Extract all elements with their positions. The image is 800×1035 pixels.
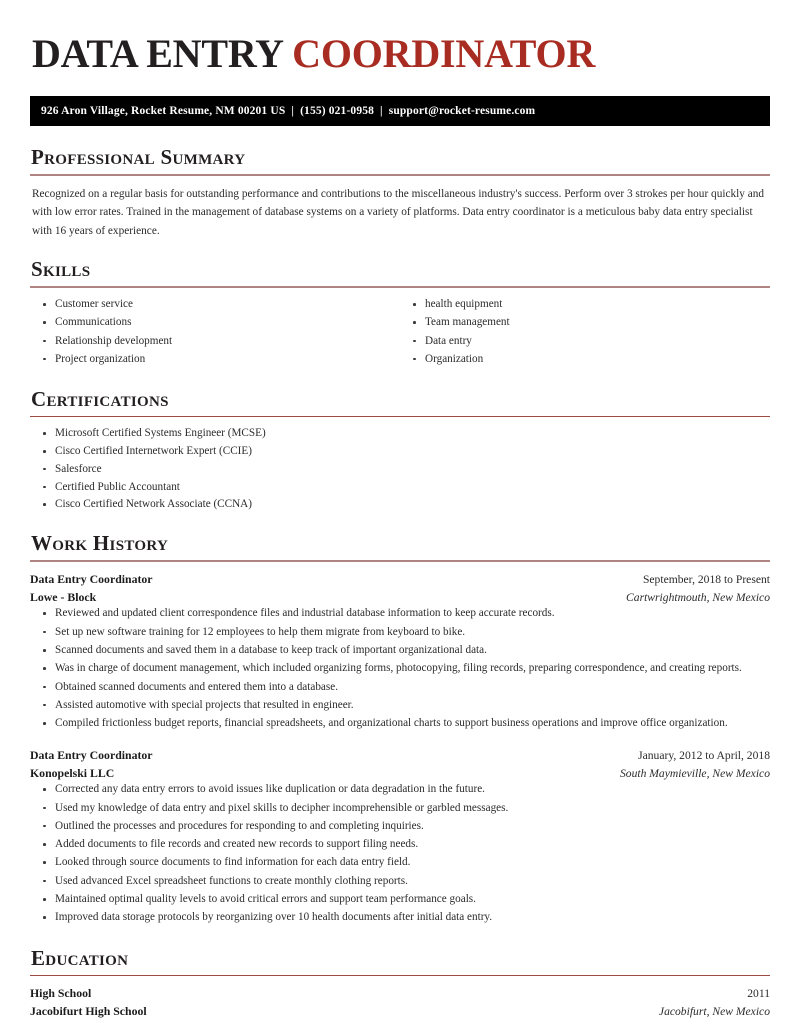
- work-entry-bullets: [30, 606, 770, 730]
- work-entry-title-row: [30, 571, 770, 589]
- list-item: Set up new software training for 12 employees to help them migrate from keyboard to bike.: [30, 625, 770, 640]
- skills-column-right: [400, 297, 770, 370]
- title-last-part: COORDINATOR: [292, 31, 596, 76]
- list-item: Used my knowledge of data entry and pixel skills to decipher incomprehensible or garbled messages.: [30, 801, 770, 816]
- section-heading-education: Education: [31, 946, 129, 971]
- list-item: Corrected any data entry errors to avoid issues like duplication or data degradation in the future.: [30, 782, 770, 797]
- list-item: Data entry: [400, 334, 770, 349]
- list-item: Improved data storage protocols by reorganizing over 10 health documents after initial data entry.: [30, 910, 770, 925]
- section-heading-skills: Skills: [31, 256, 91, 281]
- list-item: Cisco Certified Network Associate (CCNA): [30, 497, 770, 512]
- contact-separator-1: |: [291, 105, 295, 117]
- list-item: Salesforce: [30, 462, 770, 477]
- list-item: Assisted automotive with special projects that resulted in engineer.: [30, 698, 770, 713]
- list-item: Used advanced Excel spreadsheet functions to create monthly clothing reports.: [30, 874, 770, 889]
- work-entry-date: September, 2018 to Present: [642, 573, 770, 587]
- education-degree-row: [30, 985, 770, 1003]
- list-item: Looked through source documents to find information for each data entry field.: [30, 855, 770, 870]
- skills-columns: [30, 297, 770, 370]
- skills-list-left: [30, 297, 400, 367]
- section-skills: [30, 258, 770, 370]
- list-item: Outlined the processes and procedures for responding to and completing inquiries.: [30, 819, 770, 834]
- education-year: 2011: [747, 987, 770, 1001]
- list-item: Project organization: [30, 352, 400, 367]
- list-item: Reviewed and updated client correspondence files and industrial database information to keep accurate records.: [30, 606, 770, 621]
- list-item: Scanned documents and saved them in a database to keep track of important organizational data.: [30, 643, 770, 658]
- page-title: [32, 31, 770, 76]
- section-divider-certifications: [30, 416, 770, 417]
- work-entry-company-row: [30, 765, 770, 783]
- work-entry: [30, 571, 770, 731]
- list-item: Was in charge of document management, which included organizing forms, photocopying, filing records, preparing correspondence, and creating reports.: [30, 661, 770, 676]
- education-school-row: [30, 1003, 770, 1021]
- contact-bar: [30, 96, 770, 126]
- work-entry-title: Data Entry Coordinator: [30, 572, 153, 587]
- skills-column-left: [30, 297, 400, 370]
- work-entry-bullets: [30, 782, 770, 925]
- work-entry-location: South Maymieville, New Mexico: [619, 766, 770, 780]
- section-heading-work-history: Work History: [31, 531, 169, 556]
- list-item: Team management: [400, 315, 770, 330]
- section-divider-education: [30, 975, 770, 976]
- work-entry-location: Cartwrightmouth, New Mexico: [626, 590, 770, 604]
- contact-email[interactable]: support@rocket-resume.com: [388, 105, 536, 117]
- education-degree: High School: [30, 986, 92, 1001]
- work-entry-title: Data Entry Coordinator: [30, 747, 153, 762]
- section-work-history: [30, 532, 770, 925]
- section-heading-certifications: Certifications: [31, 387, 169, 412]
- title-first-part: DATA ENTRY: [32, 31, 283, 76]
- work-entry-company: Lowe - Block: [30, 589, 97, 604]
- contact-phone: (155) 021-0958: [300, 105, 375, 117]
- list-item: Obtained scanned documents and entered them into a database.: [30, 680, 770, 695]
- skills-list-right: [400, 297, 770, 367]
- list-item: Relationship development: [30, 334, 400, 349]
- summary-text: Recognized on a regular basis for outstanding performance and contributions to the miscellaneous industry's success. Perform over 3 strokes per hour quickly and with low error rates. Trained in the management of database systems on a variety of platforms. Data entry coordinator is a meticulous baby data entry specialist with 16 years of experience.: [32, 188, 765, 237]
- list-item: Added documents to file records and created new records to support filing needs.: [30, 837, 770, 852]
- work-entry-company-row: [30, 589, 770, 607]
- work-entry: [30, 747, 770, 925]
- education-location: Jacobifurt, New Mexico: [658, 1005, 770, 1019]
- list-item: Communications: [30, 315, 400, 330]
- certifications-list: [30, 426, 770, 512]
- contact-address: 926 Aron Village, Rocket Resume, NM 00201 US: [41, 105, 286, 117]
- section-heading-summary: Professional Summary: [31, 145, 246, 169]
- list-item: Cisco Certified Internetwork Expert (CCIE): [30, 444, 770, 459]
- list-item: Certified Public Accountant: [30, 480, 770, 495]
- section-education: [30, 947, 770, 1021]
- section-divider-summary: [30, 174, 770, 176]
- list-item: Microsoft Certified Systems Engineer (MCSE): [30, 426, 770, 441]
- education-entry: [30, 985, 770, 1021]
- section-divider-skills: [30, 286, 770, 288]
- contact-separator-2: |: [380, 105, 383, 117]
- section-certifications: [30, 388, 770, 512]
- list-item: Organization: [400, 352, 770, 367]
- list-item: health equipment: [400, 297, 770, 312]
- list-item: Compiled frictionless budget reports, financial spreadsheets, and organizational charts to support business operations and improve office organization.: [30, 716, 770, 731]
- work-entry-title-row: [30, 747, 770, 765]
- list-item: Customer service: [30, 297, 400, 312]
- list-item: Maintained optimal quality levels to avoid critical errors and support team performance goals.: [30, 892, 770, 907]
- section-professional-summary: [30, 146, 770, 240]
- work-entry-company: Konopelski LLC: [30, 765, 115, 780]
- section-divider-work-history: [30, 560, 770, 562]
- work-entry-date: January, 2012 to April, 2018: [638, 748, 770, 762]
- education-school: Jacobifurt High School: [30, 1004, 147, 1019]
